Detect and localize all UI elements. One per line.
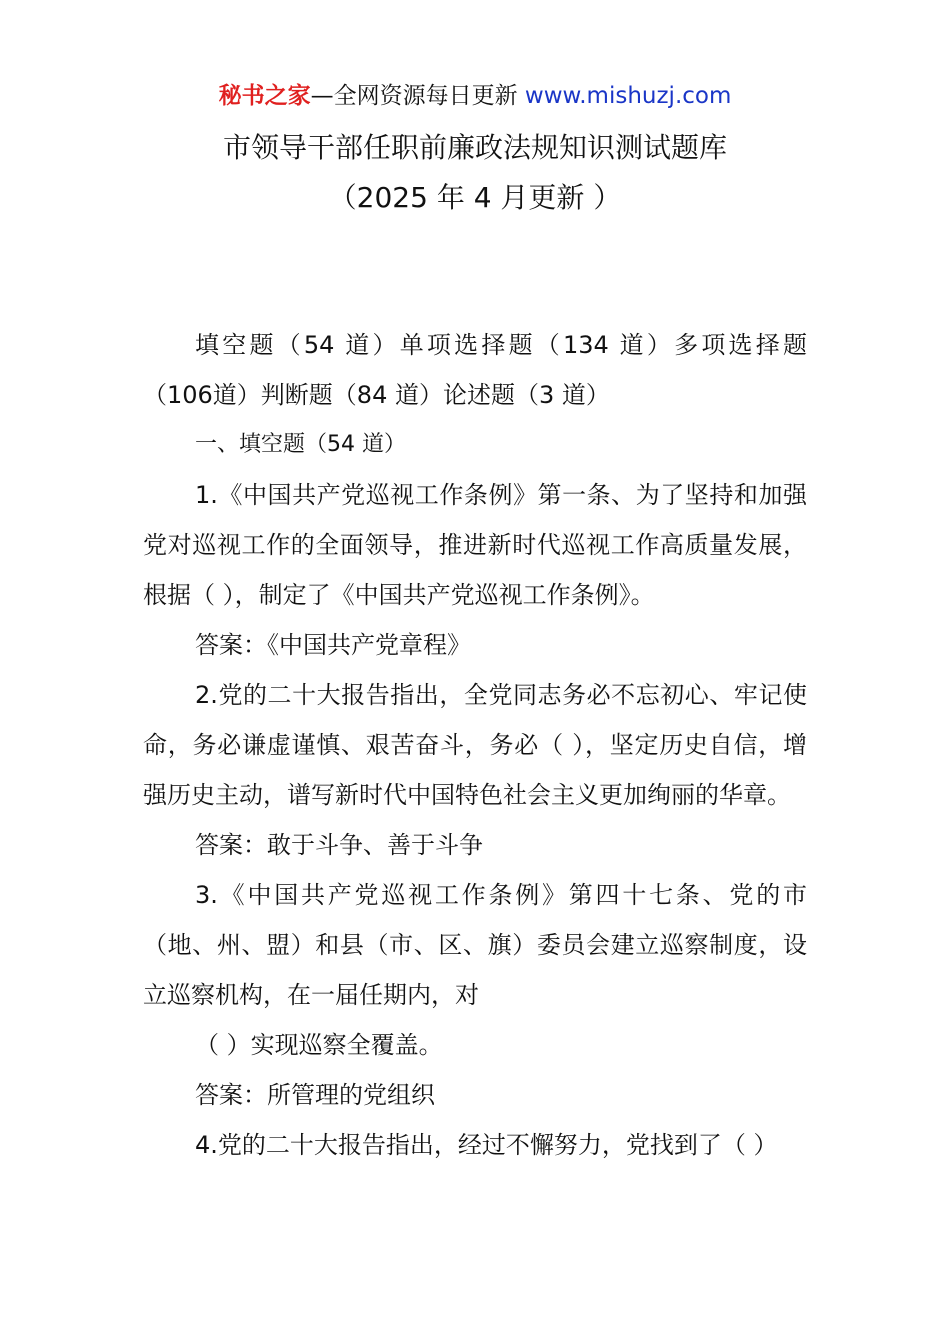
answer-item: 答案：《中国共产党章程》 bbox=[195, 631, 471, 659]
brand-name: 秘书之家 bbox=[218, 83, 311, 109]
question-item: 2.党的二十大报告指出，全党同志务必不忘初心、牢记使命，务必谦虚谨慎、艰苦奋斗，务必（ ），坚定历史自信，增强历史主动，谱写新时代中国特色社会主义更加绚丽的华章。 bbox=[143, 681, 807, 809]
document-title: 市领导干部任职前廉政法规知识测试题库 bbox=[222, 131, 727, 164]
site-header bbox=[0, 80, 950, 112]
site-url-link[interactable]: www.mishuzj.com bbox=[524, 83, 732, 109]
site-tagline: —全网资源每日更新 bbox=[310, 83, 525, 109]
question-item: 3.《中国共产党巡视工作条例》第四十七条、党的市（地、州、盟）和县（市、区、旗）委员会建立巡察制度，设立巡察机构，在一届任期内，对 bbox=[143, 881, 807, 1009]
section-heading: 一、填空题（54 道） bbox=[195, 432, 406, 457]
question-continuation: （ ）实现巡察全覆盖。 bbox=[195, 1031, 443, 1059]
document-body bbox=[143, 320, 807, 1170]
answer-item: 答案：敢于斗争、善于斗争 bbox=[195, 831, 483, 859]
question-item: 4.党的二十大报告指出，经过不懈努力，党找到了（ ） bbox=[195, 1131, 778, 1159]
question-type-summary: 填空题（54 道）单项选择题（134 道）多项选择题（106道）判断题（84 道）论述题（3 道） bbox=[143, 331, 807, 409]
document-subtitle: （2025 年 4 月更新 ） bbox=[328, 181, 622, 214]
question-item: 1.《中国共产党巡视工作条例》第一条、为了坚持和加强党对巡视工作的全面领导，推进新时代巡视工作高质量发展，根据（ ），制定了《中国共产党巡视工作条例》。 bbox=[143, 481, 807, 609]
answer-item: 答案：所管理的党组织 bbox=[195, 1081, 435, 1109]
